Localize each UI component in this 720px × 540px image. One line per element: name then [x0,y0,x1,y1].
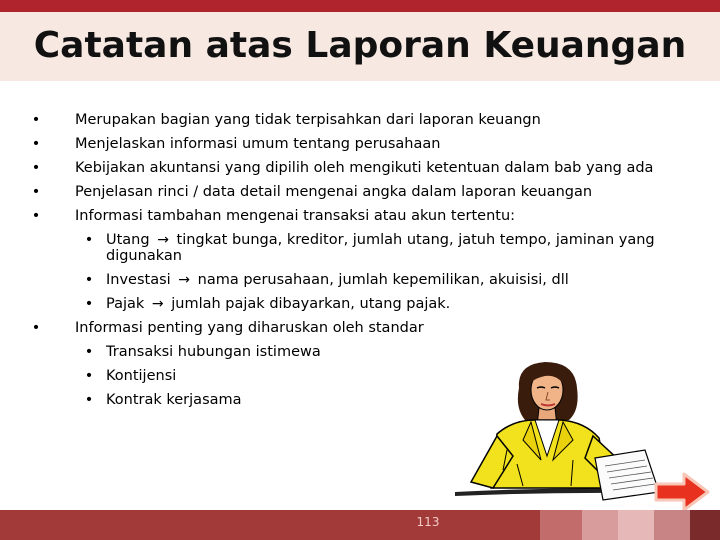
bullet: • [84,368,94,384]
bullet: • [84,344,94,360]
arrow-right-icon: → [157,232,169,248]
bullet: • [31,320,41,336]
slide-title: Catatan atas Laporan Keuangan [33,25,687,66]
bullet: • [84,392,94,408]
list-item [30,108,690,132]
footer-segment [690,510,720,540]
bullet: • [84,232,94,248]
bullet: • [84,272,94,288]
list-item [30,132,690,156]
list-item [30,204,690,228]
list-item [30,180,690,204]
right-arrow-icon [656,474,708,510]
footer-segment [654,510,690,540]
sub-list-item [30,228,690,268]
list-item [30,316,690,340]
list-item-text: Menjelaskan informasi umum tentang perusahaan [75,136,441,152]
sub-item-text: Kontrak kerjasama [106,392,242,408]
page-number: 113 [416,515,440,529]
top-accent-bar [0,0,720,12]
title-divider [0,81,720,83]
sub-item-text: Transaksi hubungan istimewa [106,344,321,360]
footer-segment [540,510,582,540]
sub-item-term: Utang [106,232,150,248]
arrow-right-icon: → [151,296,164,312]
list-item-text: Kebijakan akuntansi yang dipilih oleh mengikuti ketentuan dalam bab yang ada [75,160,654,176]
footer-segment [582,510,618,540]
bullet: • [31,112,41,128]
list-item-text: Merupakan bagian yang tidak terpisahkan dari laporan keuangn [75,112,541,128]
list-item-text: Informasi penting yang diharuskan oleh standar [75,320,424,336]
list-item [30,156,690,180]
sub-list-item [30,268,690,292]
footer-segment [618,510,654,540]
footer-segment [0,510,540,540]
bullet: • [31,208,41,224]
sub-item-term: Pajak [106,296,145,312]
list-item-text: Penjelasan rinci / data detail mengenai angka dalam laporan keuangan [75,184,593,200]
list-item-text: Informasi tambahan mengenai transaksi atau akun tertentu: [75,208,516,224]
next-slide-button[interactable] [652,470,712,514]
sub-item-desc: jumlah pajak dibayarkan, utang pajak. [171,296,451,312]
sub-item-term: Investasi [106,272,171,288]
sub-list-item [30,292,690,316]
bullet: • [31,160,41,176]
sub-item-desc-cont: digunakan [106,248,182,264]
bullet: • [31,136,41,152]
bullet: • [84,296,94,312]
footer-bar [0,510,720,540]
sub-item-text: Kontijensi [106,368,177,384]
arrow-right-icon: → [178,272,191,288]
sub-item-desc: nama perusahaan, jumlah kepemilikan, akuisisi, dll [197,272,569,288]
sub-item-desc: tingkat bunga, kreditor, jumlah utang, jatuh tempo, jaminan yang [176,232,655,248]
bullet: • [31,184,41,200]
